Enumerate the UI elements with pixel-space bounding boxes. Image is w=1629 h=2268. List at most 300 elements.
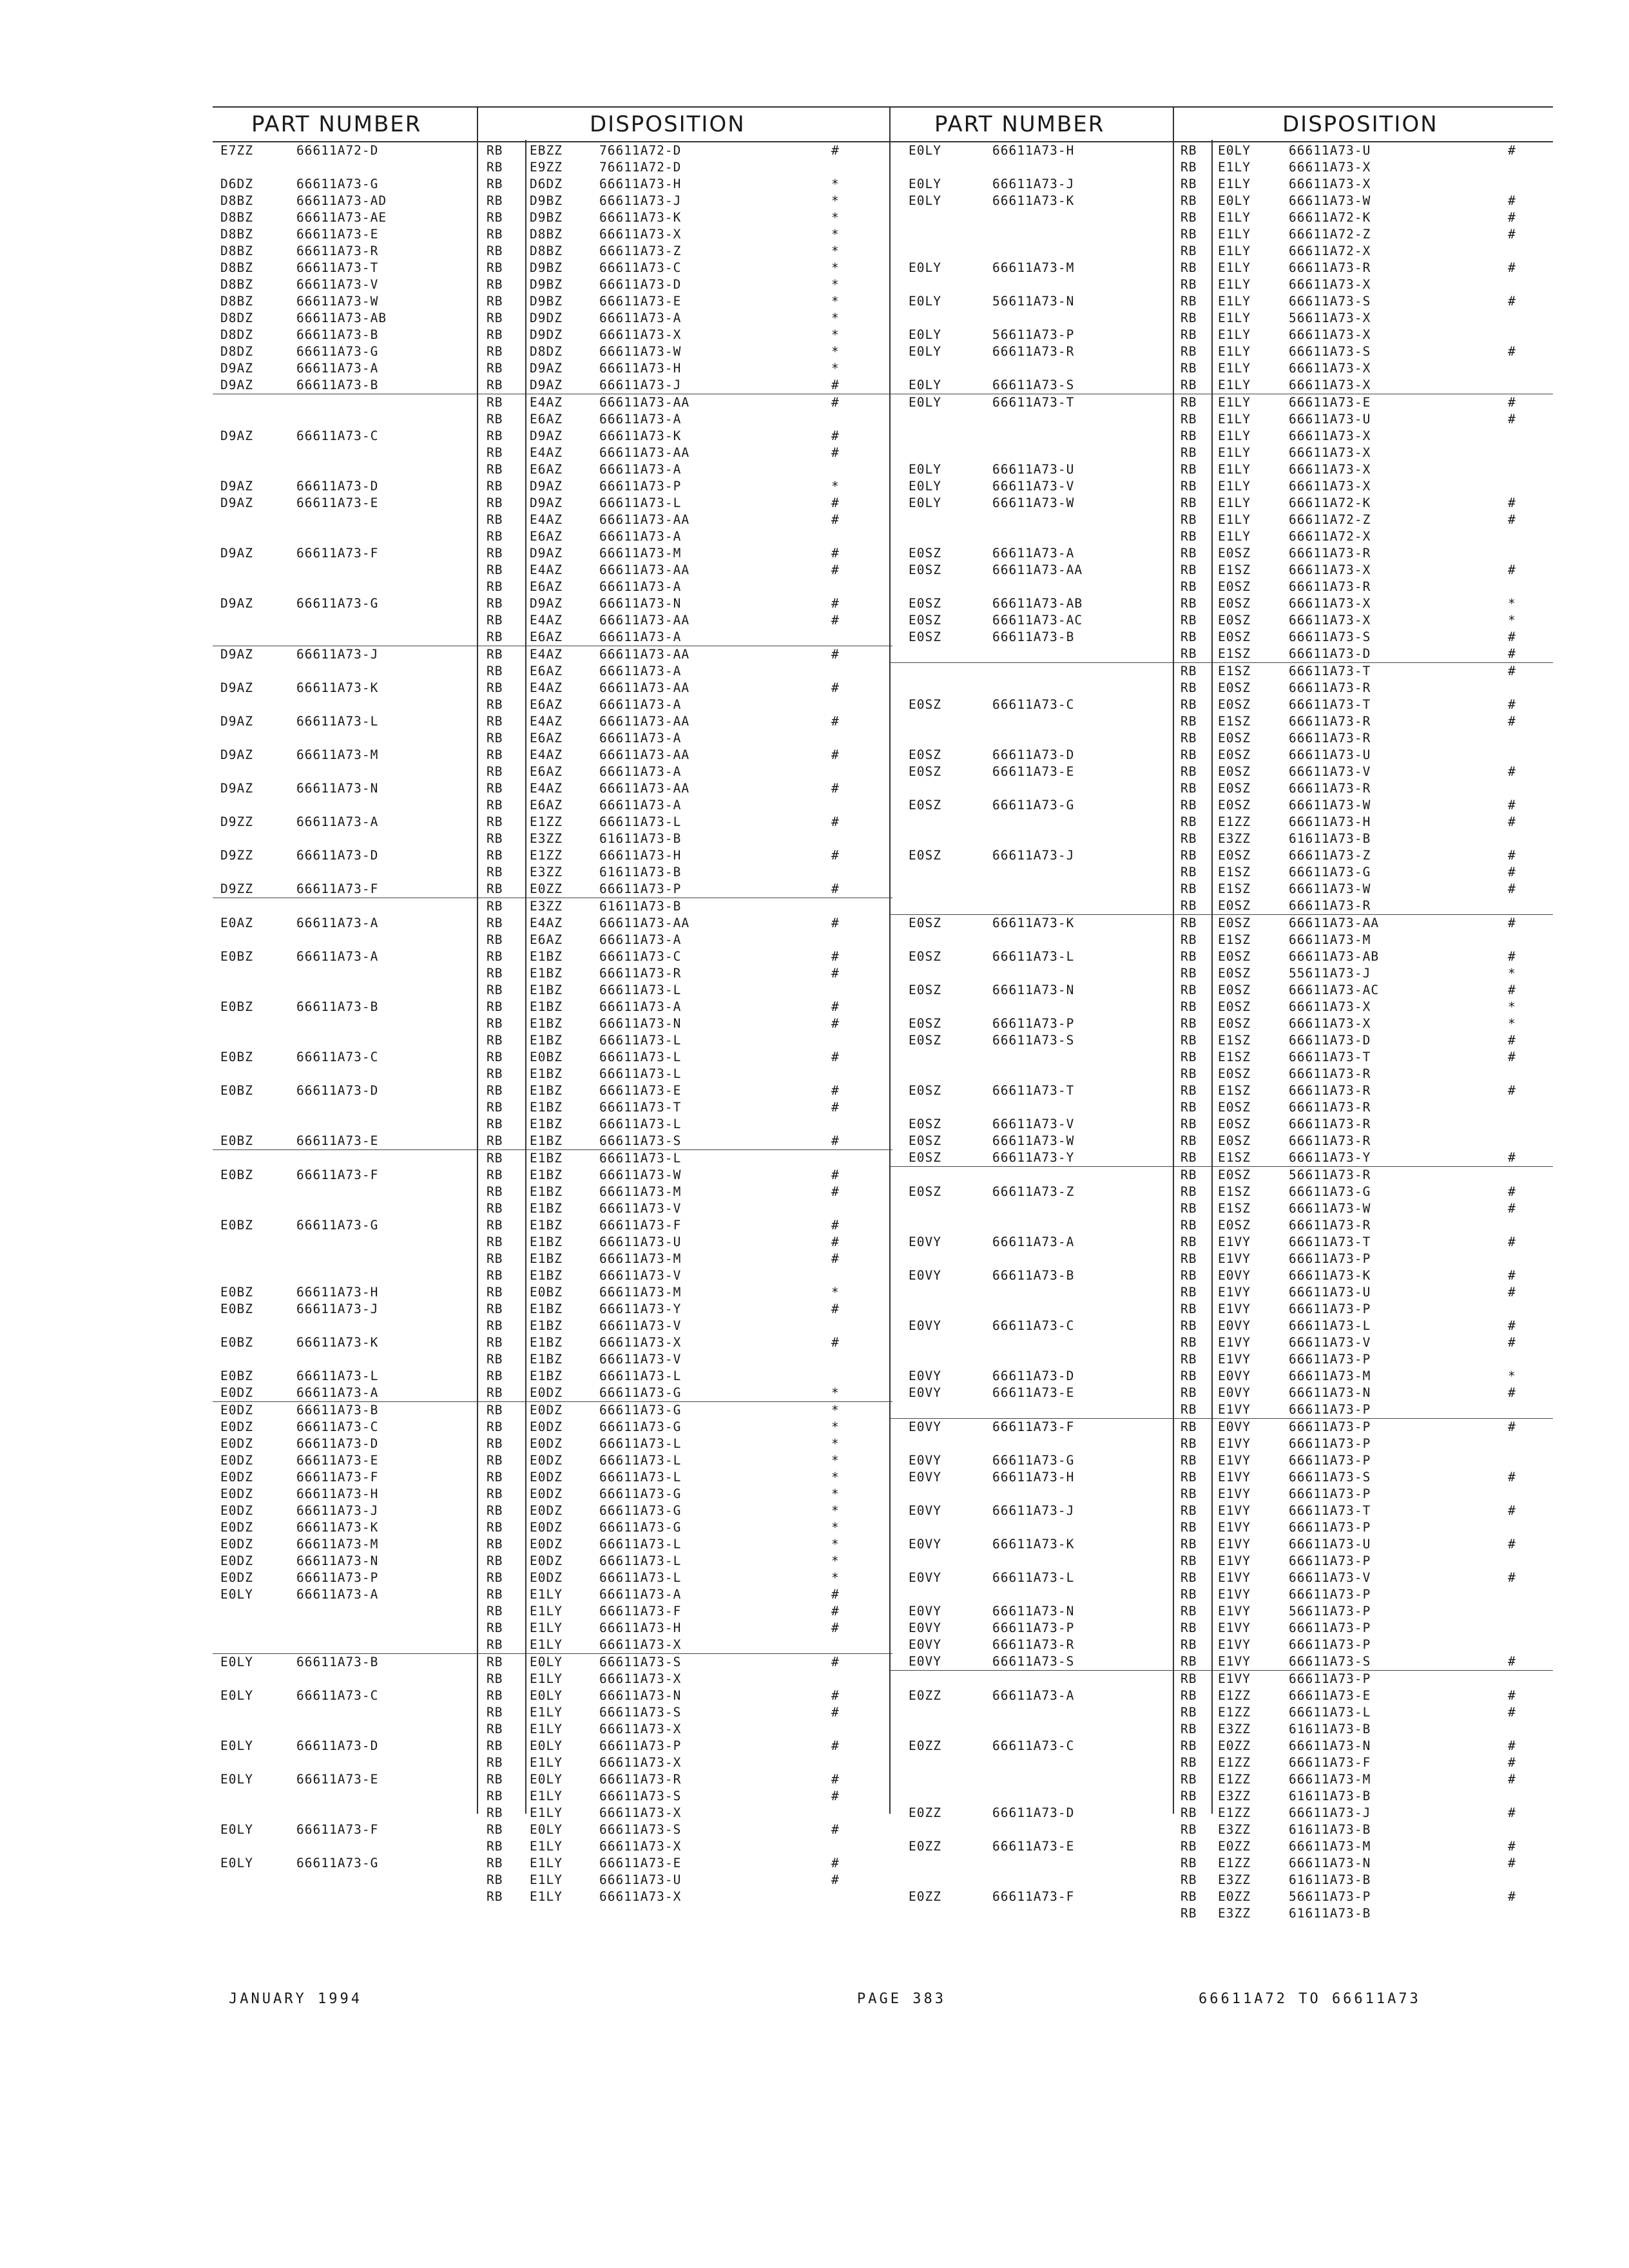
table-row [213, 1586, 892, 1603]
replacement-prefix: E1LY [1218, 495, 1251, 510]
part-number: 66611A73-AB [992, 596, 1083, 611]
part-number: 66611A73-H [296, 1486, 379, 1501]
replacement-prefix: E0SZ [1218, 1066, 1251, 1081]
note-mark: # [831, 1856, 840, 1870]
replacement-prefix: D9BZ [530, 294, 563, 309]
part-number: 66611A73-G [296, 1856, 379, 1870]
note-mark: # [831, 1050, 840, 1064]
table-row [213, 663, 892, 680]
note-mark: # [1508, 562, 1516, 577]
replacement-number: 66611A73-AA [599, 781, 690, 796]
disposition-code: RB [1181, 1066, 1197, 1081]
part-prefix: E0DZ [220, 1419, 253, 1434]
replacement-number: 66611A73-W [599, 344, 682, 359]
disposition-code: RB [1181, 562, 1197, 577]
replacement-prefix: E1LY [530, 1705, 563, 1720]
part-prefix: E0SZ [909, 1016, 941, 1031]
table-row [889, 461, 1553, 478]
disposition-code: RB [487, 277, 503, 292]
table-row [213, 528, 892, 545]
part-prefix: E0SZ [909, 949, 941, 964]
replacement-number: 66611A73-T [1289, 664, 1371, 678]
replacement-prefix: E1BZ [530, 1033, 563, 1048]
note-mark: # [831, 714, 840, 729]
replacement-prefix: E6AZ [530, 764, 563, 779]
table-row [213, 545, 892, 562]
replacement-number: 66611A73-L [599, 1537, 682, 1552]
part-number: 66611A73-N [296, 1553, 379, 1568]
replacement-number: 61611A73-B [1289, 1822, 1371, 1837]
part-number: 66611A73-B [992, 629, 1075, 644]
part-prefix: E0VY [909, 1385, 941, 1400]
replacement-prefix: E0LY [530, 1655, 563, 1669]
replacement-number: 66611A73-AA [599, 916, 690, 930]
replacement-number: 66611A73-L [599, 983, 682, 997]
table-row [213, 1536, 892, 1553]
replacement-prefix: E0DZ [530, 1385, 563, 1400]
disposition-code: RB [487, 244, 503, 258]
part-number: 66611A73-R [296, 244, 379, 258]
disposition-code: RB [487, 999, 503, 1014]
disposition-code: RB [1181, 579, 1197, 594]
part-number: 66611A73-A [992, 1235, 1075, 1249]
replacement-prefix: E1SZ [1218, 1150, 1251, 1165]
table-row [213, 159, 892, 176]
disposition-code: RB [1181, 395, 1197, 410]
table-row [889, 1670, 1553, 1687]
replacement-prefix: E0VY [1218, 1419, 1251, 1434]
note-mark: # [831, 1235, 840, 1249]
note-mark: * [831, 1403, 840, 1418]
replacement-prefix: E4AZ [530, 512, 563, 527]
table-row [889, 176, 1553, 193]
disposition-code: RB [487, 1503, 503, 1518]
replacement-prefix: E1VY [1218, 1604, 1251, 1619]
part-number: 66611A73-AE [296, 210, 387, 225]
table-row [213, 1116, 892, 1133]
replacement-prefix: E0ZZ [1218, 1839, 1251, 1854]
disposition-code: RB [487, 1168, 503, 1182]
table-row [213, 1603, 892, 1620]
disposition-code: RB [1181, 1168, 1197, 1182]
table-row [213, 697, 892, 713]
part-number: 66611A73-D [296, 1083, 379, 1098]
replacement-number: 66611A73-X [599, 1755, 682, 1770]
left-table-body [213, 142, 892, 1905]
replacement-number: 61611A73-B [1289, 1789, 1371, 1803]
table-row [213, 814, 892, 831]
disposition-code: RB [1181, 445, 1197, 460]
replacement-number: 66611A73-F [599, 1604, 682, 1619]
part-prefix: E0LY [909, 479, 941, 494]
part-number: 66611A73-E [992, 1839, 1075, 1854]
replacement-prefix: E1VY [1218, 1251, 1251, 1266]
part-prefix: E0SZ [909, 629, 941, 644]
replacement-number: 66611A73-X [599, 227, 682, 242]
table-row [889, 1436, 1553, 1452]
part-prefix: E0ZZ [909, 1738, 941, 1753]
table-row [213, 209, 892, 226]
part-prefix: E0VY [909, 1453, 941, 1468]
table-row [889, 680, 1553, 697]
replacement-number: 66611A73-M [1289, 1839, 1371, 1854]
replacement-number: 66611A73-L [599, 814, 682, 829]
replacement-prefix: E1BZ [530, 1016, 563, 1031]
disposition-code: RB [487, 1637, 503, 1652]
replacement-prefix: E1BZ [530, 1168, 563, 1182]
disposition-code: RB [1181, 1218, 1197, 1233]
part-number: 66611A73-J [296, 647, 379, 662]
table-row [889, 697, 1553, 713]
replacement-number: 66611A73-A [599, 412, 682, 427]
replacement-number: 66611A73-E [599, 1856, 682, 1870]
disposition-code: RB [1181, 1486, 1197, 1501]
table-row [213, 982, 892, 999]
replacement-number: 66611A73-S [599, 1705, 682, 1720]
table-row [889, 898, 1553, 914]
part-prefix: E0BZ [220, 1285, 253, 1300]
part-number: 66611A73-V [992, 479, 1075, 494]
table-row [213, 680, 892, 697]
part-prefix: D9AZ [220, 647, 253, 662]
table-row [213, 1032, 892, 1049]
part-number: 66611A73-F [296, 881, 379, 896]
part-number: 66611A73-C [296, 1688, 379, 1703]
part-prefix: D9AZ [220, 680, 253, 695]
disposition-code: RB [1181, 814, 1197, 829]
part-number: 66611A73-P [296, 1570, 379, 1585]
disposition-code: RB [487, 361, 503, 376]
replacement-prefix: E0LY [530, 1688, 563, 1703]
replacement-number: 66611A73-X [599, 1671, 682, 1686]
replacement-number: 66611A73-L [599, 1470, 682, 1485]
replacement-prefix: E1LY [1218, 160, 1251, 175]
note-mark: # [1508, 495, 1516, 510]
disposition-code: RB [1181, 1335, 1197, 1350]
part-prefix: E0LY [220, 1738, 253, 1753]
replacement-prefix: E0SZ [1218, 579, 1251, 594]
disposition-code: RB [487, 814, 503, 829]
disposition-code: RB [487, 327, 503, 342]
replacement-number: 66611A73-L [599, 1369, 682, 1383]
replacement-prefix: E0VY [1218, 1268, 1251, 1283]
disposition-code: RB [1181, 294, 1197, 309]
replacement-prefix: E1LY [1218, 294, 1251, 309]
table-row [889, 764, 1553, 780]
replacement-number: 66611A73-F [1289, 1755, 1371, 1770]
table-row [213, 1486, 892, 1503]
part-prefix: D8BZ [220, 193, 253, 208]
replacement-number: 56611A73-P [1289, 1889, 1371, 1904]
table-row [213, 1503, 892, 1519]
disposition-code: RB [1181, 680, 1197, 695]
replacement-number: 66611A73-S [1289, 1470, 1371, 1485]
replacement-number: 66611A73-X [1289, 327, 1371, 342]
replacement-prefix: E0SZ [1218, 1016, 1251, 1031]
part-number: 66611A73-E [296, 227, 379, 242]
part-prefix: E0LY [909, 462, 941, 477]
disposition-code: RB [1181, 1184, 1197, 1199]
replacement-prefix: E0BZ [530, 1285, 563, 1300]
replacement-number: 66611A73-M [599, 546, 682, 561]
replacement-number: 66611A73-X [1289, 1016, 1371, 1031]
part-prefix: D9AZ [220, 495, 253, 510]
table-row [213, 1318, 892, 1334]
replacement-number: 66611A73-X [1289, 378, 1371, 392]
table-row [889, 1687, 1553, 1704]
disposition-code: RB [1181, 160, 1197, 175]
part-prefix: E0LY [909, 378, 941, 392]
part-prefix: E0DZ [220, 1520, 253, 1535]
note-mark: # [831, 1335, 840, 1350]
table-row [889, 1653, 1553, 1670]
replacement-number: 66611A72-X [1289, 244, 1371, 258]
disposition-code: RB [487, 664, 503, 678]
part-prefix: E0LY [909, 294, 941, 309]
replacement-prefix: E1LY [1218, 462, 1251, 477]
table-row [889, 1401, 1553, 1418]
replacement-prefix: E0SZ [1218, 999, 1251, 1014]
table-row [213, 1469, 892, 1486]
table-row [213, 1436, 892, 1452]
replacement-number: 66611A73-P [1289, 1620, 1371, 1635]
note-mark: # [1508, 916, 1516, 930]
table-row [213, 1788, 892, 1805]
replacement-prefix: E1LY [530, 1889, 563, 1904]
part-prefix: E0BZ [220, 1168, 253, 1182]
disposition-code: RB [487, 1436, 503, 1451]
disposition-code: RB [487, 1587, 503, 1602]
part-prefix: E0SZ [909, 1133, 941, 1148]
replacement-prefix: E0DZ [530, 1520, 563, 1535]
part-prefix: E0LY [220, 1587, 253, 1602]
replacement-prefix: E6AZ [530, 412, 563, 427]
part-prefix: D8DZ [220, 327, 253, 342]
table-row [889, 1149, 1553, 1166]
table-row [889, 1771, 1553, 1788]
part-prefix: D9AZ [220, 747, 253, 762]
disposition-code: RB [487, 143, 503, 158]
replacement-number: 66611A73-G [1289, 1184, 1371, 1199]
replacement-number: 66611A73-X [599, 1335, 682, 1350]
disposition-code: RB [1181, 1402, 1197, 1417]
replacement-prefix: E1BZ [530, 1083, 563, 1098]
part-prefix: D8BZ [220, 277, 253, 292]
disposition-code: RB [1181, 311, 1197, 325]
replacement-prefix: E1BZ [530, 1318, 563, 1333]
part-prefix: E0SZ [909, 1033, 941, 1048]
replacement-prefix: E1VY [1218, 1285, 1251, 1300]
table-row [213, 965, 892, 982]
replacement-prefix: E3ZZ [1218, 1906, 1251, 1921]
table-row [889, 1905, 1553, 1922]
table-row [889, 932, 1553, 948]
part-prefix: E0ZZ [909, 1839, 941, 1854]
disposition-code: RB [487, 697, 503, 712]
part-number: 66611A73-D [296, 1738, 379, 1753]
replacement-number: 66611A73-R [1289, 1218, 1371, 1233]
part-number: 56611A73-N [992, 294, 1075, 309]
disposition-code: RB [1181, 1453, 1197, 1468]
replacement-number: 66611A73-M [599, 1251, 682, 1266]
part-prefix: D9AZ [220, 714, 253, 729]
replacement-number: 66611A73-C [599, 949, 682, 964]
part-number: 66611A73-U [992, 462, 1075, 477]
disposition-code: RB [1181, 747, 1197, 762]
table-row [889, 1888, 1553, 1905]
replacement-prefix: E1ZZ [1218, 1856, 1251, 1870]
part-prefix: E0LY [909, 495, 941, 510]
replacement-prefix: E1LY [1218, 244, 1251, 258]
disposition-code: RB [487, 949, 503, 964]
replacement-number: 66611A73-A [599, 664, 682, 678]
table-row [213, 193, 892, 209]
table-row [889, 965, 1553, 982]
replacement-number: 66611A73-N [1289, 1856, 1371, 1870]
column-divider [889, 106, 891, 1814]
note-mark: # [1508, 814, 1516, 829]
part-number: 66611A73-P [992, 1016, 1075, 1031]
replacement-prefix: E1ZZ [1218, 1688, 1251, 1703]
part-prefix: E0SZ [909, 596, 941, 611]
note-mark: * [831, 479, 840, 494]
disposition-code: RB [487, 1050, 503, 1064]
note-mark: * [831, 311, 840, 325]
replacement-prefix: E6AZ [530, 579, 563, 594]
disposition-code: RB [487, 1218, 503, 1233]
replacement-number: 66611A73-M [1289, 1369, 1371, 1383]
disposition-code: RB [1181, 1117, 1197, 1131]
replacement-number: 66611A73-Y [599, 1302, 682, 1316]
disposition-code: RB [1181, 865, 1197, 879]
note-mark: # [1508, 1805, 1516, 1820]
table-row [213, 847, 892, 864]
part-number: 66611A73-F [296, 1822, 379, 1837]
replacement-number: 66611A73-L [599, 1151, 682, 1166]
part-number: 66611A73-A [296, 949, 379, 964]
table-row [889, 1351, 1553, 1368]
part-number: 66611A73-W [992, 1133, 1075, 1148]
table-row [889, 1133, 1553, 1149]
part-prefix: D8BZ [220, 244, 253, 258]
disposition-code: RB [1181, 378, 1197, 392]
table-row [889, 1620, 1553, 1637]
note-mark: # [1508, 881, 1516, 896]
note-mark: # [1508, 949, 1516, 964]
note-mark: * [831, 1285, 840, 1300]
replacement-prefix: E1VY [1218, 1402, 1251, 1417]
part-number: 66611A73-F [992, 1889, 1075, 1904]
table-row [889, 595, 1553, 612]
footer-date: JANUARY 1994 [229, 1991, 362, 2007]
part-prefix: E0LY [220, 1655, 253, 1669]
disposition-code: RB [487, 227, 503, 242]
disposition-code: RB [1181, 177, 1197, 191]
part-prefix: E0SZ [909, 1117, 941, 1131]
replacement-number: 66611A73-X [599, 1889, 682, 1904]
note-mark: # [1508, 629, 1516, 644]
disposition-code: RB [1181, 361, 1197, 376]
replacement-number: 66611A73-E [1289, 395, 1371, 410]
replacement-prefix: E3ZZ [530, 899, 563, 914]
replacement-prefix: E0SZ [1218, 983, 1251, 997]
part-prefix: E0SZ [909, 916, 941, 930]
part-number: 66611A73-AB [296, 311, 387, 325]
note-mark: # [831, 1655, 840, 1669]
replacement-prefix: E6AZ [530, 529, 563, 544]
replacement-number: 66611A73-AB [1289, 949, 1380, 964]
replacement-number: 66611A73-M [599, 1285, 682, 1300]
replacement-prefix: E1VY [1218, 1537, 1251, 1552]
replacement-prefix: E1VY [1218, 1335, 1251, 1350]
replacement-prefix: E0DZ [530, 1486, 563, 1501]
part-number: 66611A73-L [992, 1570, 1075, 1585]
part-number: 66611A73-G [992, 1453, 1075, 1468]
part-number: 66611A73-C [296, 1419, 379, 1434]
replacement-number: 66611A73-AA [599, 680, 690, 695]
replacement-number: 66611A73-Z [599, 244, 682, 258]
part-prefix: E0VY [909, 1620, 941, 1635]
replacement-number: 66611A73-A [599, 999, 682, 1014]
part-prefix: E0DZ [220, 1436, 253, 1451]
note-mark: # [831, 1016, 840, 1031]
replacement-number: 66611A73-X [1289, 428, 1371, 443]
table-row [889, 1469, 1553, 1486]
replacement-number: 66611A73-X [599, 1839, 682, 1854]
replacement-number: 66611A73-P [1289, 1436, 1371, 1451]
table-row [213, 428, 892, 445]
disposition-code: RB [1181, 1201, 1197, 1216]
part-prefix: E0BZ [220, 1133, 253, 1148]
replacement-number: 66611A73-N [599, 1016, 682, 1031]
replacement-number: 66611A73-J [1289, 1805, 1371, 1820]
disposition-code: RB [1181, 1503, 1197, 1518]
part-number: 66611A73-V [992, 1117, 1075, 1131]
table-row [889, 1486, 1553, 1503]
right-column [889, 106, 1553, 1922]
table-row [889, 1385, 1553, 1401]
part-number: 66611A73-J [992, 848, 1075, 863]
replacement-prefix: D6DZ [530, 177, 563, 191]
table-row [213, 1385, 892, 1401]
table-row [213, 1519, 892, 1536]
disposition-code: RB [1181, 412, 1197, 427]
replacement-prefix: E1ZZ [1218, 1805, 1251, 1820]
part-prefix: E0DZ [220, 1403, 253, 1418]
disposition-code: RB [1181, 1839, 1197, 1854]
disposition-code: RB [1181, 1100, 1197, 1115]
table-row [213, 1838, 892, 1855]
note-mark: # [831, 378, 840, 392]
replacement-prefix: D9BZ [530, 260, 563, 275]
part-prefix: E0ZZ [909, 1688, 941, 1703]
replacement-prefix: E1LY [1218, 445, 1251, 460]
part-prefix: D6DZ [220, 177, 253, 191]
note-mark: # [1508, 395, 1516, 410]
replacement-number: 66611A73-D [1289, 646, 1371, 661]
table-row [213, 1351, 892, 1368]
replacement-prefix: E1LY [1218, 395, 1251, 410]
replacement-number: 66611A73-AA [599, 395, 690, 410]
footer-range: 66611A72 TO 66611A73 [1199, 1991, 1421, 2007]
replacement-prefix: E1SZ [1218, 932, 1251, 947]
replacement-prefix: E1BZ [530, 1066, 563, 1081]
note-mark: # [1508, 512, 1516, 527]
replacement-prefix: D8BZ [530, 244, 563, 258]
part-prefix: D9AZ [220, 479, 253, 494]
note-mark: # [831, 1705, 840, 1720]
replacement-number: 66611A73-L [599, 1066, 682, 1081]
